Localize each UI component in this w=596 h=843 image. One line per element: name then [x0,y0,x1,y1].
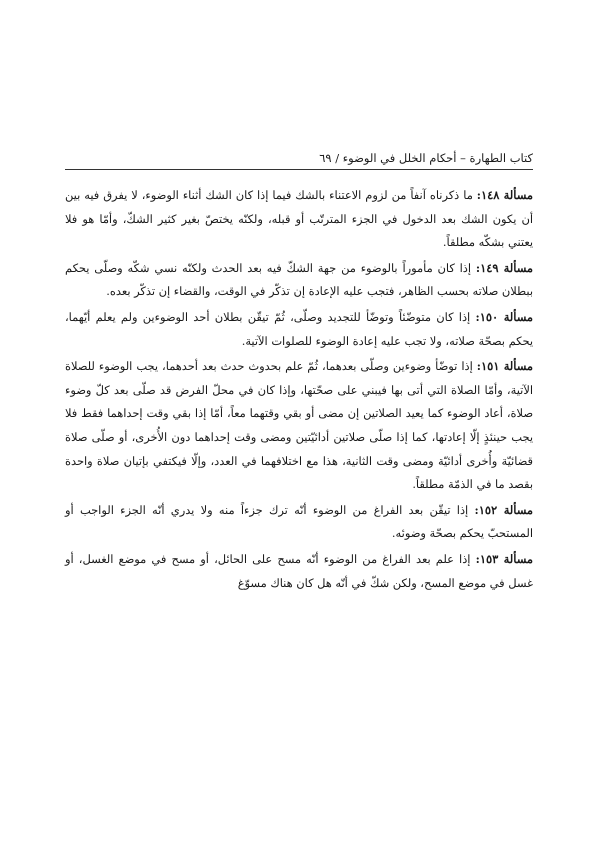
issue-148-label: مسألة ١٤٨: [476,188,533,202]
document-page [65,150,533,597]
issue-152-text: إذا تيقّن بعد الفراغ من الوضوء أنّه ترك جزءاً منه ولا يدري أنّه الجزء الواجب أو المستحبّ يحكم بصحّة وضوئه. [65,502,533,541]
issue-150-paragraph [65,306,533,353]
issue-148-paragraph [65,184,533,255]
issue-153-paragraph [65,548,533,595]
running-header: كتاب الطهارة – أحكام الخلل في الوضوء / ٦٩ [65,150,533,170]
issue-149-paragraph [65,257,533,304]
issue-152-label: مسألة ١٥٢: [474,502,534,517]
issue-151-label: مسألة ١٥١: [476,359,534,374]
issue-149-text: إذا كان مأموراً بالوضوء من جهة الشكّ فيه بعد الحدث ولكنّه نسي شكّه وصلّى يحكم ببطلان صلاته بحسب الظاهر، فتجب عليه الإعادة إن تذكّر في الوقت، والقضاء إن تذكّر بعده. [65,260,533,299]
issue-151-paragraph [65,355,533,497]
issue-153-text: إذا علم بعد الفراغ من الوضوء أنّه مسح على الحائل، أو مسح في موضع الغسل، أو غسل في موضع المسح، ولكن شكّ في أنّه هل كان هناك مسوّغ [65,551,533,590]
issue-153-label: مسألة ١٥٣: [475,551,533,566]
issue-149-label: مسألة ١٤٩: [475,260,533,275]
issue-152-paragraph [65,499,533,546]
issue-150-label: مسألة ١٥٠: [475,309,534,324]
issue-148-text: ما ذكرناه آنفاً من لزوم الاعتناء بالشك فيما إذا كان الشك أثناء الوضوء، لا يفرق فيه بين أن يكون الشك بعد الدخول في الجزء المترتّب أو قبله، ولكنّه يختصّ بغير كثير الشكّ، وأمّا هو فلا يعتني بشكّه مطلقاً. [65,188,533,250]
issue-151-text: إذا توضّأ وضوءين وصلّى بعدهما، ثُمّ علم بحدوث حدث بعد أحدهما، يجب الوضوء للصلاة الآتية، وأمّا الصلاة التي أتى بها فيبني على صحّتها، وإذا كان في محلّ الفرض قد صلّى بعد كلّ وضوء صلاة، أعاد الوضوء كما يعيد الصلاتين إن مضى أو بقي وقتهما معاً، أمّا إذا بقي وقت إحداهما فقط فلا يجب حينئذٍ إلّا إعادتها، كما إذا صلّى صلاتين أدائيّتين ومضى وقت إحداهما دون الأُخرى، أو صلّى صلاة قضائيّة وأُخرى أدائيّة ومضى وقت الثانية، هذا مع اختلافهما في العدد، وإلّا فيكتفي بإتيان صلاة واحدة بقصد ما في الذمّة مطلقاً. [65,359,533,492]
issue-150-text: إذا كان متوضّئاً وتوضّأ للتجديد وصلّى، ثُمّ تيقّن بطلان أحد الوضوءين ولم يعلم أيّهما، يحكم بصحّة صلاته، ولا تجب عليه إعادة الوضوء للصلوات الآتية. [65,309,533,348]
